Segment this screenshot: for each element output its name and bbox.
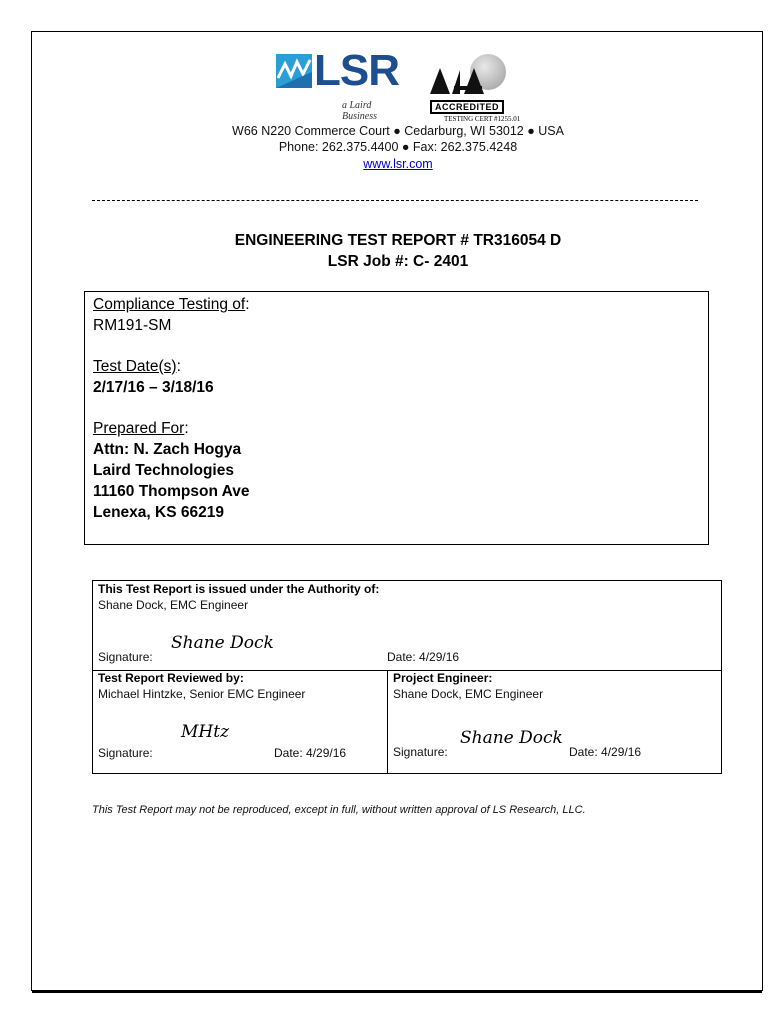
project-signature-label: Signature: (393, 745, 448, 759)
testing-cert: TESTING CERT #1255.01 (444, 115, 521, 123)
company-address: W66 N220 Commerce Court ● Cedarburg, WI 53012 ● USA (232, 124, 564, 138)
project-name: Shane Dock, EMC Engineer (393, 687, 544, 701)
a2la-logo (428, 54, 528, 124)
website-link[interactable]: www.lsr.com (363, 157, 433, 171)
info-box (84, 291, 709, 545)
project-signature: Shane Dock (460, 728, 563, 748)
compliance-value: RM191-SM (93, 317, 172, 334)
prepared-city: Lenexa, KS 66219 (93, 504, 224, 521)
reviewed-signature: MHtz (181, 722, 230, 742)
issued-date: Date: 4/29/16 (387, 650, 460, 664)
reviewed-name: Michael Hintzke, Senior EMC Engineer (98, 687, 306, 701)
prepared-street: 11160 Thompson Ave (93, 483, 250, 500)
reviewed-date: Date: 4/29/16 (274, 746, 347, 760)
report-page (31, 31, 763, 991)
reviewed-label: Test Report Reviewed by: (98, 671, 244, 685)
project-engineer-cell (388, 670, 721, 773)
dashed-divider (92, 200, 698, 201)
reviewed-signature-label: Signature: (98, 746, 153, 760)
a2la-mark-icon (430, 64, 494, 96)
project-label: Project Engineer: (393, 671, 493, 685)
issued-signature-label: Signature: (98, 650, 153, 664)
project-date: Date: 4/29/16 (569, 745, 642, 759)
prepared-for-heading: Prepared For: (93, 420, 189, 437)
lsr-wave-icon (276, 54, 312, 88)
lsr-logo-tagline: a Laird Business (342, 100, 377, 122)
authority-table (92, 580, 722, 774)
test-dates-heading: Test Date(s): (93, 358, 181, 375)
reviewed-cell (93, 670, 388, 773)
accredited-badge: ACCREDITED (430, 100, 504, 114)
issued-signature: Shane Dock (171, 633, 274, 653)
issued-label: This Test Report is issued under the Authority of: (98, 582, 380, 596)
compliance-heading: Compliance Testing of: (93, 296, 250, 313)
lsr-logo-text: LSR (314, 46, 399, 95)
test-dates-value: 2/17/16 – 3/18/16 (93, 379, 214, 396)
issued-name: Shane Dock, EMC Engineer (98, 598, 249, 612)
prepared-company: Laird Technologies (93, 462, 234, 479)
reproduction-notice: This Test Report may not be reproduced, except in full, without written approval of LS Research, LLC. (92, 804, 586, 816)
authority-row (93, 581, 721, 671)
lsr-logo (276, 46, 408, 122)
prepared-attn: Attn: N. Zach Hogya (93, 441, 242, 458)
phone-fax: Phone: 262.375.4400 ● Fax: 262.375.4248 (278, 140, 518, 154)
job-number: LSR Job #: C- 2401 (327, 253, 469, 270)
report-title: ENGINEERING TEST REPORT # TR316054 D (234, 232, 562, 249)
